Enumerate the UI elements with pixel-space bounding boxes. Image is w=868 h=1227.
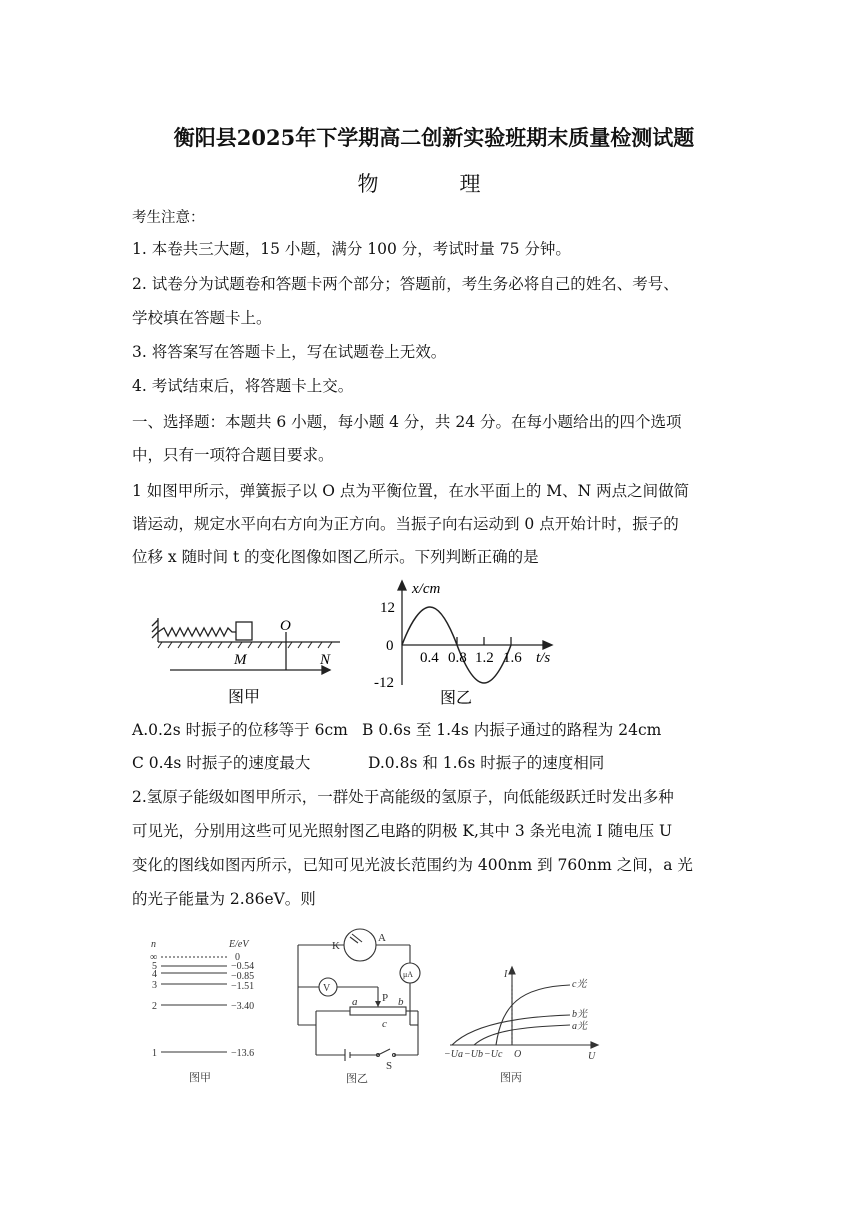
question-1-stem: 谐运动，规定水平向右方向为正方向。当振子向右运动到 0 点开始计时，振子的 xyxy=(132,515,679,533)
question-2-stem: 可见光，分别用这些可见光照射图乙电路的阴极 K,其中 3 条光电流 I 随电压 U xyxy=(132,822,673,840)
x-tick: 1.2 xyxy=(475,650,494,666)
slider-label: P xyxy=(382,992,389,1004)
section-heading: 中，只有一项符合题目要求。 xyxy=(132,446,334,464)
figure-caption: 图甲 xyxy=(228,689,261,706)
y-tick: -12 xyxy=(374,675,394,691)
label-N: N xyxy=(320,652,331,668)
option-C: C 0.4s 时振子的速度最大 xyxy=(132,754,311,772)
x-axis-label: U xyxy=(588,1051,596,1062)
notice-item: 4. 考试结束后，将答题卡上交。 xyxy=(132,377,354,395)
notice-heading: 考生注意： xyxy=(132,210,205,226)
level-energy: 0 xyxy=(235,952,240,963)
y-axis-label: I xyxy=(504,969,508,980)
q1-figure-a xyxy=(150,610,360,710)
notice-item: 3. 将答案写在答题卡上，写在试题卷上无效。 xyxy=(132,343,447,361)
level-n: 2 xyxy=(152,1001,157,1012)
y-axis-label: x/cm xyxy=(412,581,441,597)
level-n: ∞ xyxy=(150,952,158,963)
x-tick: 0.4 xyxy=(420,650,439,666)
subject-title: 物 理 xyxy=(357,172,511,196)
curve-label: b光 xyxy=(572,1009,587,1020)
figure-caption: 图甲 xyxy=(189,1072,211,1084)
voltmeter-label: V xyxy=(323,983,331,994)
y-tick: 0 xyxy=(386,638,394,654)
x-tick: −Ua xyxy=(444,1049,463,1060)
option-D: D.0.8s 和 1.6s 时振子的速度相同 xyxy=(368,754,605,772)
label-M: M xyxy=(234,652,247,668)
level-n: 3 xyxy=(152,980,157,991)
question-2-stem: 变化的图线如图丙所示，已知可见光波长范围约为 400nm 到 760nm 之间，a 光 xyxy=(132,856,693,874)
figure-caption: 图乙 xyxy=(440,690,473,707)
question-1-stem: 位移 x 随时间 t 的变化图像如图乙所示。下列判断正确的是 xyxy=(132,548,539,566)
option-A: A.0.2s 时振子的位移等于 6cm xyxy=(132,721,348,739)
q2-figure-b xyxy=(290,925,440,1090)
level-n: 1 xyxy=(152,1048,157,1059)
n-label: n xyxy=(151,939,156,950)
notice-item: 2. 试卷分为试题卷和答题卡两个部分；答题前，考生务必将自己的姓名、考号、 xyxy=(132,275,679,293)
question-1-stem: 1 如图甲所示，弹簧振子以 O 点为平衡位置，在水平面上的 M、N 两点之间做简 xyxy=(132,482,690,500)
curve-label: a光 xyxy=(572,1021,587,1032)
anode-label: A xyxy=(378,932,386,944)
figure-caption: 图丙 xyxy=(500,1072,522,1084)
option-B: B 0.6s 至 1.4s 内振子通过的路程为 24cm xyxy=(362,721,662,739)
notice-item: 1. 本卷共三大题，15 小题，满分 100 分，考试时量 75 分钟。 xyxy=(132,240,571,258)
section-heading: 一、选择题：本题共 6 小题，每小题 4 分，共 24 分。在每小题给出的四个选项 xyxy=(132,413,682,431)
level-energy: −0.85 xyxy=(231,971,255,982)
paper-title: 衡阳县2025年下学期高二创新实验班期末质量检测试题 xyxy=(173,125,695,150)
q1-figure-b xyxy=(368,575,568,710)
notice-item: 学校填在答题卡上。 xyxy=(132,309,272,327)
figure-caption: 图乙 xyxy=(346,1073,368,1085)
question-2-stem: 的光子能量为 2.86eV。则 xyxy=(132,890,316,908)
resistor-end-b: b xyxy=(398,996,404,1008)
level-energy: −1.51 xyxy=(231,981,255,992)
x-axis-label: t/s xyxy=(536,650,551,666)
resistor-mid-c: c xyxy=(382,1018,387,1030)
question-2-stem: 2.氢原子能级如图甲所示，一群处于高能级的氢原子，向低能级跃迁时发出多种 xyxy=(132,788,674,806)
energy-label: E/eV xyxy=(229,939,249,950)
ammeter-label: μA xyxy=(403,970,414,979)
y-tick: 12 xyxy=(380,600,395,616)
q2-figure-c xyxy=(440,965,610,1085)
level-energy: −13.6 xyxy=(231,1048,255,1059)
level-n: 4 xyxy=(152,969,157,980)
origin-label: O xyxy=(514,1049,522,1060)
x-tick: −Ub xyxy=(464,1049,483,1060)
resistor-end-a: a xyxy=(352,996,358,1008)
cathode-label: K xyxy=(332,940,340,952)
level-n: 5 xyxy=(152,961,157,972)
x-tick: −Uc xyxy=(484,1049,503,1060)
curve-label: c光 xyxy=(572,979,587,990)
q2-figure-a xyxy=(145,935,275,1085)
switch-label: S xyxy=(386,1060,393,1072)
level-energy: −3.40 xyxy=(231,1001,255,1012)
label-O: O xyxy=(280,618,291,634)
x-tick: 1.6 xyxy=(503,650,522,666)
level-energy: −0.54 xyxy=(231,961,255,972)
x-tick: 0.8 xyxy=(448,650,467,666)
